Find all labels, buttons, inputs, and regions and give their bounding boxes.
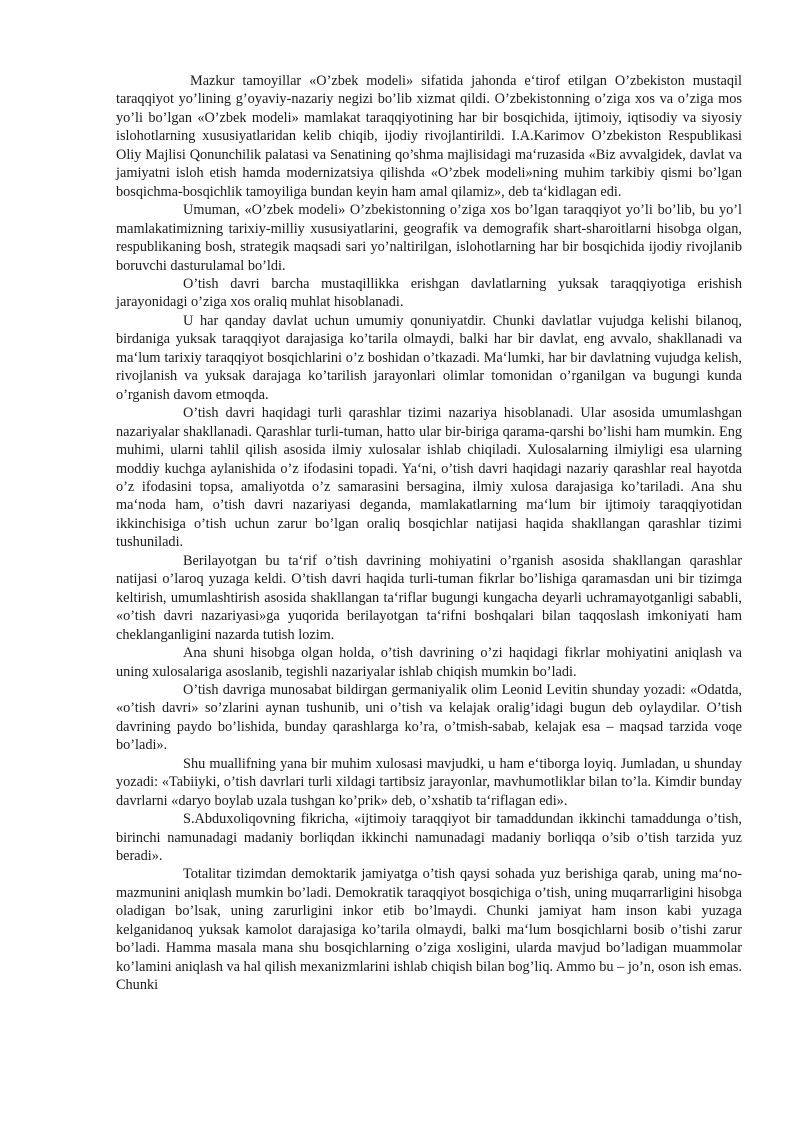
paragraph-transition-theory: O’tish davri haqidagi turli qarashlar tizimi nazariya hisoblanadi. Ular asosida umumlashgan nazariyalar shakllanadi. Qarashlar turli-tuman, hatto ular bir-biriga qarama-qarshi bo’lishi ham mumkin. Eng muhimi, ularni tahlil qilish asosida ilmiy xulosalar ishlab chiqiladi. Xulosalarning ilmiyligi esa ularning moddiy kuchga aylanishida o’z ifodasini topadi. Ya‘ni, o’tish davri haqidagi nazariy qarashlar real hayotda o’z ifodasini topsa, amaliyotda o’z samarasini bersagina, ilmiy xulosa darajasiga ko’tariladi. Ana shu ma‘noda ham, o’tish davri nazariyasi deganda, mamlakatlarning ma‘lum bir ijtimoiy taraqqiyotidan ikkinchisiga o’tish uchun zarur bo’lgan oraliq bosqichlar natijasi haqida shakllangan qarashlar tizimi tushuniladi. (116, 405, 742, 551)
paragraph-transition-period-definition: O’tish davri barcha mustaqillikka erishgan davlatlarning yuksak taraqqiyotiga erishish jarayonidagi o’ziga xos oraliq muhlat hisoblanadi. (116, 275, 742, 311)
paragraph-analysis-basis: Ana shuni hisobga olgan holda, o’tish davrining o’zi haqidagi fikrlar mohiyatini aniqlash va uning xulosalariga asoslanib, tegishli nazariyalar ishlab chiqish mumkin bo’ladi. (116, 645, 742, 680)
paragraph-levitin-conclusion: Shu muallifning yana bir muhim xulosasi mavjudki, u ham e‘tiborga loyiq. Jumladan, u shunday yozadi: «Tabiiyki, o’tish davrlari turli xildagi tartibsiz jarayonlar, mavhumotliklar bilan to’la. Kimdir bunday davrlarni «daryo boylab uzala tushgan ko’prik» deb, o’xshatib ta‘riflagan edi». (116, 755, 742, 809)
paragraph-uzbek-model-summary: Umuman, «O’zbek modeli» O’zbekistonning o’ziga xos bo’lgan taraqqiyot yo’li bo’lib, bu yo’l mamlakatimizning tarixiy-milliy xususiyatlarini, geografik va demografik shart-sharoitlarni hisobga olgan, respublikaning bosh, strategik maqsadi sari yo’naltirilgan, islohotlarning har bir bosqichida ijodiy rivojlanib boruvchi dasturulamal bo’ldi. (116, 202, 742, 274)
paragraph-levitin-quote: O’tish davriga munosabat bildirgan germaniyalik olim Leonid Levitin shunday yozadi: «Odatda, «o’tish davri» so’zlarini aynan tushunib, uni o’tish va kelajak oralig’idagi bugun deb oylaydilar. O’tish davrining paydo bo’lishida, bunday qarashlarga ko’ra, o’tmish-sabab, kelajak esa – maqsad tarzida voqe bo’ladi». (116, 681, 742, 754)
paragraph-totalitarian-to-democratic: Totalitar tizimdan demoktarik jamiyatga o’tish qaysi sohada yuz berishiga qarab, uning ma‘no-mazmunini aniqlash mumkin bo’ladi. Demokratik taraqqiyot bosqichiga o’tish, uning muqarrarligini hisobga oladigan bo’lsak, uning zarurligini inkor etib bo’lmaydi. Chunki jamiyat ham inson kabi yuzaga kelganidanoq yuksak kamolot darajasiga ko’tarila olmaydi, balki ma‘lum bosqichlarni bosib o’tishi zarur bo’ladi. Hamma masala mana shu bosqichlarning o’ziga xosligini, ularda mavjud bo’ladigan muammolar ko’lamini aniqlash va hal qilish mexanizmlarini ishlab chiqish bilan bog’liq. Ammo bu – jo’n, oson ish emas. Chunki (116, 866, 742, 994)
paragraph-uzbek-model-principles: Mazkur tamoyillar «O’zbek modeli» sifatida jahonda e‘tirof etilgan O’zbekiston mustaqil taraqqiyot yo’lining g’oyaviy-nazariy negizi bo’lib xizmat qildi. O’zbekistonning o’ziga xos va o’ziga mos yo’li bo’lgan «O’zbek modeli» mamlakat taraqqiyotining har bir bosqichida, ijtimoiy, iqtisodiy va siyosiy islohotlarning xususiyatlaridan kelib chiqib, ijodiy rivojlantirildi. I.A.Karimov O’zbekiston Respublikasi Oliy Majlisi Qonunchilik palatasi va Senatining qo’shma majlisidagi ma‘ruzasida «Biz avvalgidek, davlat va jamiyatni isloh etish hamda modernizatsiya qilishda «O’zbek modeli»ning muhim tarkibiy qismi bo’lgan bosqichma-bosqichlik tamoyiliga bundan keyin ham amal qilamiz», deb ta‘kidlagan edi. (116, 73, 742, 200)
paragraph-definition-origin: Berilayotgan bu ta‘rif o’tish davrining mohiyatini o’rganish asosida shakllangan qarashlar natijasi o’laroq yuzaga keldi. O’tish davri haqida turli-tuman fikrlar bo’lishiga qaramasdan uni bir tizimga keltirish, umumlashtirish asosida shakllangan ta‘riflar bugungi kungacha deyarli uchramayotganligi sababli, «o’tish davri nazariyasi»ga yuqorida berilayotgan ta‘rifni boshqalari bilan taqqoslash imkoniyati ham cheklanganligini nazarda tutish lozim. (116, 552, 742, 643)
document-body (116, 72, 742, 995)
paragraph-abduxoliqov-view: S.Abduxoliqovning fikricha, «ijtimoiy taraqqiyot bir tamaddundan ikkinchi tamaddunga o’tish, birinchi namunadagi madaniy borliqdan ikkinchi namunadagi madaniy borliqqa o’sib o’tish tarzida yuz beradi». (116, 811, 742, 865)
paragraph-general-regularity: U har qanday davlat uchun umumiy qonuniyatdir. Chunki davlatlar vujudga kelishi bilanoq, birdaniga yuksak taraqqiyot darajasiga ko’tarila olmaydi, balki har bir davlat, eng avvalo, shakllanadi va ma‘lum tarixiy taraqqiyot bosqichlarini o’z boshidan o’tkazadi. Ma‘lumki, har bir davlatning vujudga kelish, rivojlanish va yuksak darajaga ko’tarilish jarayonlari olimlar tomonidan o’rganilgan va bugungi kunda o’rganish davom etmoqda. (116, 312, 742, 403)
